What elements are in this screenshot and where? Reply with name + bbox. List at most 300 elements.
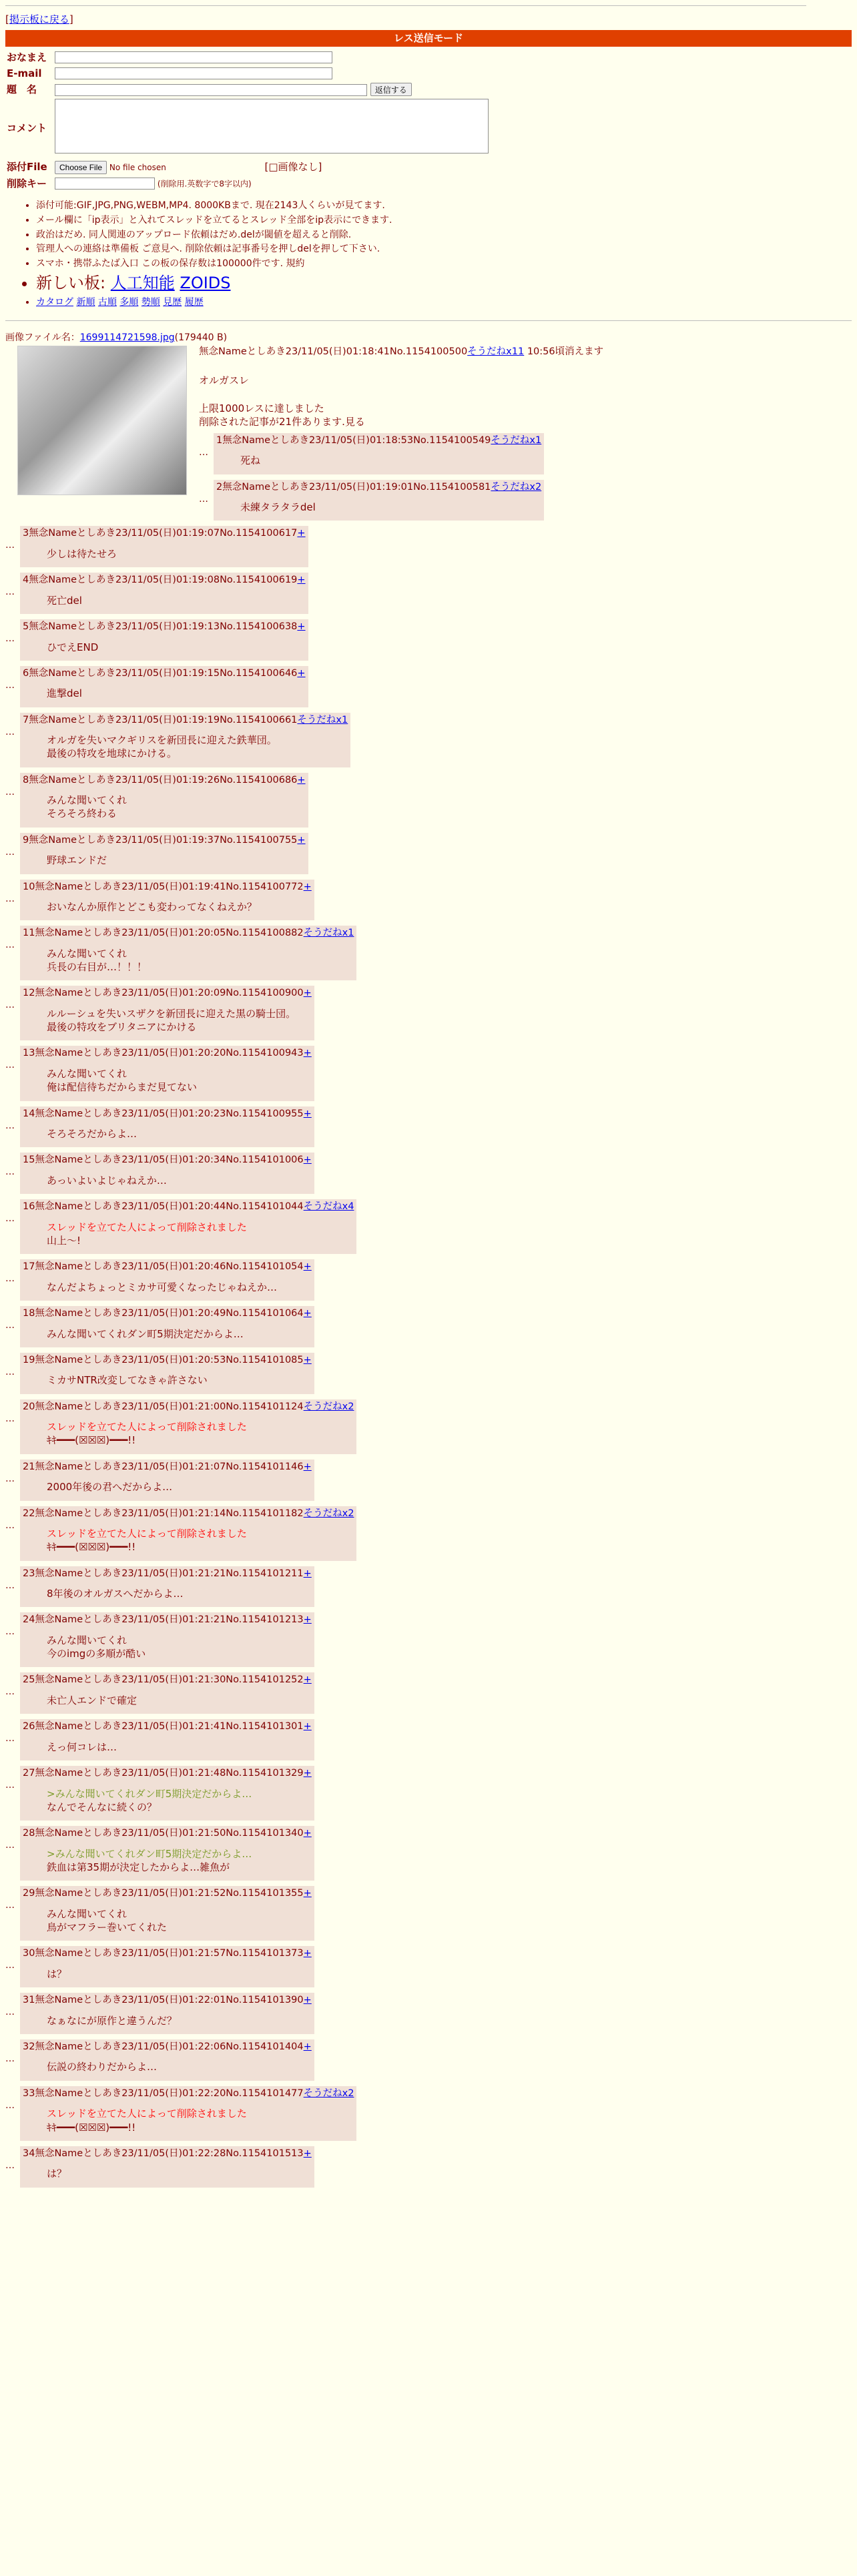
reply-number: 33 xyxy=(23,2087,35,2099)
sodane-button[interactable]: + xyxy=(303,1155,312,1166)
reply-no[interactable]: No.1154101477 xyxy=(226,2087,304,2099)
reply-row xyxy=(5,1506,852,1561)
reply-text xyxy=(47,1373,312,1387)
reply-name: Name xyxy=(54,2087,83,2099)
reply-number: 23 xyxy=(23,1568,35,1579)
reply-body-cell xyxy=(20,1399,356,1454)
reply-name: Name xyxy=(54,1508,83,1519)
reply-name: Name xyxy=(54,1401,83,1412)
reply-no[interactable]: No.1154100549 xyxy=(413,434,491,446)
reply-no[interactable]: No.1154101044 xyxy=(226,1201,304,1213)
reply-header xyxy=(23,927,354,940)
reply-no[interactable]: No.1154100882 xyxy=(226,928,304,939)
reply-no[interactable]: No.1154101006 xyxy=(226,1155,304,1166)
reply-list xyxy=(5,433,852,2188)
board-link-ai[interactable]: 人工知能 xyxy=(110,274,175,293)
sodane-button[interactable]: + xyxy=(303,1568,312,1579)
reply-line: みんな聞いてくれ xyxy=(47,794,127,807)
sodane-button[interactable]: そうだねx2 xyxy=(491,481,542,493)
reply-number: 29 xyxy=(23,1888,35,1899)
reply-no[interactable]: No.1154101355 xyxy=(226,1888,304,1899)
reply-name: Name xyxy=(54,1828,83,1839)
sodane-button[interactable]: + xyxy=(303,1261,312,1273)
reply-no[interactable]: No.1154101301 xyxy=(226,1721,304,1732)
sodane-button[interactable]: そうだねx2 xyxy=(303,1401,354,1412)
reply-name: Name xyxy=(54,1614,83,1626)
reply-row xyxy=(5,713,852,767)
reply-date: 23/11/05(日)01:19:26 xyxy=(115,774,220,785)
info-item: • スマホ・携帯ふたば入口 この板の保存数は100000件です. 規約 xyxy=(36,258,852,270)
reply-no[interactable]: No.1154101064 xyxy=(226,1308,304,1319)
reply-text xyxy=(47,2014,312,2027)
reply-name: Name xyxy=(54,1308,83,1319)
reply-header xyxy=(216,434,541,448)
reply-date: 23/11/05(日)01:19:07 xyxy=(115,528,220,539)
reply-line: は？ xyxy=(47,2168,67,2180)
reply-no[interactable]: No.1154101146 xyxy=(226,1461,304,1472)
reply-name: 無念 xyxy=(35,1201,55,1213)
reply-name: Name xyxy=(48,667,77,679)
op-file-link[interactable]: 1699114721598.jpg xyxy=(79,332,175,344)
sort-momentum-link[interactable]: 勢順 xyxy=(141,296,160,308)
deleted-notice: スレッドを立てた人によって削除されました xyxy=(47,1421,247,1433)
board-link-zoids[interactable]: ZOIDS xyxy=(180,274,231,293)
reply-line: 今のimgの多順が酷い xyxy=(47,1648,146,1660)
reply-name: Name xyxy=(48,714,77,725)
post-form xyxy=(5,49,490,192)
reply-name: Name xyxy=(54,2148,83,2159)
reply-header xyxy=(23,774,306,787)
reply-row xyxy=(5,880,852,921)
reply-text xyxy=(47,1327,312,1341)
email-input[interactable] xyxy=(55,67,332,79)
reply-date: 23/11/05(日)01:19:41 xyxy=(121,881,226,892)
reply-date: 23/11/05(日)01:20:49 xyxy=(121,1308,226,1319)
reply-row xyxy=(5,926,852,980)
reply-no[interactable]: No.1154100772 xyxy=(226,881,304,892)
reply-text xyxy=(47,1067,312,1094)
reply-row xyxy=(5,833,852,874)
reply-text xyxy=(47,1281,312,1294)
reply-user: としあき xyxy=(83,881,122,892)
reply-no[interactable]: No.1154101329 xyxy=(226,1768,304,1779)
reply-user: としあき xyxy=(77,667,116,679)
reply-body-cell xyxy=(20,880,314,921)
op-sodane-button[interactable]: そうだねx11 xyxy=(467,346,525,358)
reply-no[interactable]: No.1154101404 xyxy=(226,2041,304,2052)
reply-date: 23/11/05(日)01:21:21 xyxy=(121,1614,226,1626)
reply-date: 23/11/05(日)01:21:52 xyxy=(121,1888,226,1899)
reply-no[interactable]: No.1154100581 xyxy=(413,481,491,493)
reply-number: 28 xyxy=(23,1828,35,1839)
sodane-button[interactable]: + xyxy=(297,621,306,632)
reply-dots: … xyxy=(5,1520,15,1531)
reply-user: としあき xyxy=(83,1888,122,1899)
sodane-button[interactable]: そうだねx2 xyxy=(303,1508,354,1519)
sodane-button[interactable]: + xyxy=(303,881,312,892)
reply-row xyxy=(5,1153,852,1194)
reply-user: としあき xyxy=(83,928,122,939)
reply-user: としあき xyxy=(270,434,310,446)
reply-line: 鳥がマフラー巻いてくれた xyxy=(47,1921,168,1933)
reply-row xyxy=(5,1399,852,1454)
sodane-button[interactable]: + xyxy=(303,1354,312,1365)
reply-line: みんな聞いてくれ xyxy=(47,1634,127,1646)
reply-number: 6 xyxy=(23,667,29,679)
reply-dots: … xyxy=(5,726,15,737)
reply-date: 23/11/05(日)01:21:14 xyxy=(121,1508,226,1519)
reply-number: 3 xyxy=(23,528,29,539)
sodane-button[interactable]: + xyxy=(303,1614,312,1626)
reply-header xyxy=(23,1461,312,1474)
sodane-button[interactable]: + xyxy=(303,1888,312,1899)
reply-user: としあき xyxy=(83,1568,122,1579)
reply-dots: … xyxy=(5,1366,15,1377)
sort-old-link[interactable]: 古順 xyxy=(97,296,117,308)
sodane-button[interactable]: + xyxy=(303,1828,312,1839)
reply-dots: … xyxy=(5,2160,15,2171)
reply-line: みんな聞いてくれ xyxy=(47,1068,127,1080)
reply-row xyxy=(5,2039,852,2081)
reply-body-cell xyxy=(214,480,544,521)
reply-header xyxy=(23,1568,312,1581)
reply-no[interactable]: No.1154101124 xyxy=(226,1401,304,1412)
reply-header xyxy=(23,2087,354,2101)
comment-textarea[interactable] xyxy=(55,99,489,153)
reply-name: 無念 xyxy=(35,1568,55,1579)
reply-line: 俺は配信待ちだからまだ見てない xyxy=(47,1081,198,1094)
sodane-button[interactable]: そうだねx1 xyxy=(491,434,542,446)
name-label: おなまえ xyxy=(7,51,47,63)
op-file-info: 画像ファイル名：1699114721598.jpg(179440 B) xyxy=(5,332,228,344)
file-label: 添付File xyxy=(7,160,47,173)
reply-name: Name xyxy=(54,1888,83,1899)
reply-name: Name xyxy=(54,1721,83,1732)
reply-dots: … xyxy=(5,1580,15,1591)
reply-user: としあき xyxy=(270,481,310,493)
reply-number: 34 xyxy=(23,2148,35,2159)
sodane-button[interactable]: + xyxy=(303,1948,312,1959)
reply-no[interactable]: No.1154101390 xyxy=(226,1995,304,2006)
info-item: • 添付可能:GIF,JPG,PNG,WEBM,MP4. 8000KBまで. 現在2143人くらいが見てます. xyxy=(36,200,852,212)
view-history-link[interactable]: 見歴 xyxy=(163,296,182,308)
sodane-button[interactable]: そうだねx2 xyxy=(303,2087,354,2099)
sodane-button[interactable]: + xyxy=(297,528,306,539)
reply-date: 23/11/05(日)01:22:01 xyxy=(121,1995,226,2006)
reply-header xyxy=(23,1720,312,1734)
reply-user: としあき xyxy=(77,714,116,725)
reply-user: としあき xyxy=(83,1048,122,1059)
reply-dots: … xyxy=(5,2100,15,2111)
reply-user: としあき xyxy=(83,1995,122,2006)
reply-date: 23/11/05(日)01:22:20 xyxy=(121,2087,226,2099)
reply-name: 無念 xyxy=(35,1048,55,1059)
reply-header xyxy=(23,714,348,727)
reply-no[interactable]: No.1154101054 xyxy=(226,1261,304,1273)
reply-no[interactable]: No.1154100900 xyxy=(226,988,304,999)
reply-number: 10 xyxy=(23,881,35,892)
catalog-link[interactable]: カタログ xyxy=(36,296,73,308)
reply-text xyxy=(47,1587,312,1600)
reply-no[interactable]: No.1154100646 xyxy=(220,667,298,679)
reply-dots: … xyxy=(5,1960,15,1971)
reply-no[interactable]: No.1154100755 xyxy=(220,834,298,846)
reply-row xyxy=(5,526,852,567)
comment-label: コメント xyxy=(7,121,47,134)
reply-row xyxy=(5,1259,852,1301)
reply-dots: … xyxy=(5,786,15,797)
reply-body-cell xyxy=(20,1993,314,2034)
reply-header xyxy=(23,1674,312,1687)
reply-no[interactable]: No.1154101513 xyxy=(226,2148,304,2159)
reply-dots: … xyxy=(5,1213,15,1225)
reply-user: としあき xyxy=(83,1614,122,1626)
reply-no[interactable]: No.1154101340 xyxy=(226,1828,304,1839)
reply-text xyxy=(47,1127,312,1141)
reply-line: 未亡人エンドで確定 xyxy=(47,1694,137,1706)
reply-text xyxy=(47,1634,312,1661)
reply-name: Name xyxy=(54,2041,83,2052)
reply-body-cell xyxy=(20,1506,356,1561)
reply-body-cell xyxy=(20,1106,314,1148)
op-post xyxy=(5,346,852,2187)
reply-name: 無念 xyxy=(35,928,55,939)
history-link[interactable]: 履歴 xyxy=(184,296,204,308)
reply-text xyxy=(47,1907,312,1935)
reply-row xyxy=(5,1306,852,1347)
reply-dots: … xyxy=(5,1473,15,1484)
reply-name: Name xyxy=(54,988,83,999)
op-thumbnail-image[interactable] xyxy=(17,346,187,495)
reply-row xyxy=(5,2146,852,2188)
reply-user: としあき xyxy=(83,1354,122,1365)
sodane-button[interactable]: + xyxy=(303,2041,312,2052)
reply-dots: … xyxy=(199,493,208,505)
reply-user: としあき xyxy=(83,2041,122,2052)
reply-dots: … xyxy=(5,679,15,691)
reply-dots: … xyxy=(5,1686,15,1698)
reply-no[interactable]: No.1154101085 xyxy=(226,1354,304,1365)
reply-name: Name xyxy=(54,1948,83,1959)
reply-number: 18 xyxy=(23,1308,35,1319)
reply-line: ルルーシュを失いスザクを新団長に迎えた黒の騎士団。 xyxy=(47,1007,296,1020)
reply-date: 23/11/05(日)01:20:20 xyxy=(121,1048,226,1059)
subject-label: 題 名 xyxy=(7,83,37,95)
reply-user: としあき xyxy=(77,834,116,846)
reply-number: 22 xyxy=(23,1508,35,1519)
no-image-toggle[interactable]: [□画像なし] xyxy=(264,160,322,173)
reply-body-cell xyxy=(20,986,314,1040)
reply-no[interactable]: No.1154100638 xyxy=(220,621,298,632)
reply-name: Name xyxy=(54,1155,83,1166)
reply-line: は？ xyxy=(47,1967,67,1980)
reply-row xyxy=(5,1993,852,2034)
reply-row xyxy=(5,2086,852,2141)
reply-name: Name xyxy=(54,1461,83,1472)
reply-row xyxy=(5,1886,852,1941)
reply-text xyxy=(240,501,541,514)
sodane-button[interactable]: + xyxy=(303,1674,312,1686)
reply-line: 山上〜! xyxy=(47,1234,81,1247)
reply-date: 23/11/05(日)01:19:08 xyxy=(115,575,220,586)
sodane-button[interactable]: + xyxy=(297,834,306,846)
reply-user: としあき xyxy=(83,1721,122,1732)
submit-reply-button[interactable]: 返信する xyxy=(370,83,412,96)
reply-name: 無念 xyxy=(35,1261,55,1273)
return-to-board-link[interactable]: 掲示板に戻る xyxy=(9,13,69,25)
reply-date: 23/11/05(日)01:19:37 xyxy=(115,834,220,846)
op-notice-limit: 上限1000レスに達しました xyxy=(199,402,324,415)
reply-date: 23/11/05(日)01:21:57 xyxy=(121,1948,226,1959)
reply-user: としあき xyxy=(77,774,116,785)
reply-name: 無念 xyxy=(29,667,49,679)
sort-new-link[interactable]: 新順 xyxy=(76,296,95,308)
sodane-button[interactable]: そうだねx1 xyxy=(297,714,348,725)
sodane-button[interactable]: + xyxy=(303,1768,312,1779)
reply-dots: … xyxy=(5,540,15,551)
reply-body-cell xyxy=(20,1886,314,1941)
reply-dots: … xyxy=(5,1900,15,1911)
reply-line: オルガを失いマクギリスを新団長に迎えた鉄華団。 xyxy=(47,734,277,747)
sodane-button[interactable]: + xyxy=(303,2148,312,2159)
sodane-button[interactable]: + xyxy=(297,575,306,586)
reply-date: 23/11/05(日)01:19:15 xyxy=(115,667,220,679)
reply-header xyxy=(23,621,306,634)
reply-text xyxy=(47,2167,312,2180)
reply-name: 無念 xyxy=(222,481,242,493)
sodane-button[interactable]: + xyxy=(303,988,312,999)
reply-name: 無念 xyxy=(29,714,49,725)
reply-number: 16 xyxy=(23,1201,35,1213)
reply-dots: … xyxy=(5,1120,15,1131)
reply-line: 死亡del xyxy=(47,594,82,607)
reply-no[interactable]: No.1154101213 xyxy=(226,1614,304,1626)
reply-number: 32 xyxy=(23,2041,35,2052)
sodane-button[interactable]: + xyxy=(303,1461,312,1472)
sodane-button[interactable]: + xyxy=(303,1721,312,1732)
reply-name: Name xyxy=(48,621,77,632)
reply-row xyxy=(5,1353,852,1394)
name-input[interactable] xyxy=(55,51,332,63)
reply-no[interactable]: No.1154100661 xyxy=(220,714,298,725)
reply-no[interactable]: No.1154100943 xyxy=(226,1048,304,1059)
info-item: • 管理人への連絡は準備板 ご意見へ. 削除依頼は記事番号を押しdelを押して下さい. xyxy=(36,243,852,256)
reply-body-cell xyxy=(20,1612,314,1667)
sodane-button[interactable]: + xyxy=(297,667,306,679)
reply-no[interactable]: No.1154100955 xyxy=(226,1108,304,1119)
reply-line: なんだよちょっとミカサ可愛くなったじゃねえか… xyxy=(47,1281,278,1293)
reply-no[interactable]: No.1154101211 xyxy=(226,1568,304,1579)
reply-text xyxy=(47,1480,312,1494)
reply-name: 無念 xyxy=(29,774,49,785)
reply-header xyxy=(23,1887,312,1901)
reply-row xyxy=(5,619,852,661)
reply-number: 15 xyxy=(23,1155,35,1166)
info-item: • メール欄に「ip表示」と入れてスレッドを立てるとスレッド全部をip表示にできます. xyxy=(36,214,852,227)
reply-date: 23/11/05(日)01:21:00 xyxy=(121,1401,226,1412)
choose-file-button[interactable]: Choose File xyxy=(55,161,107,174)
reply-name: 無念 xyxy=(35,1721,55,1732)
reply-header xyxy=(23,1994,312,2007)
reply-no[interactable]: No.1154101252 xyxy=(226,1674,304,1686)
reply-body-cell xyxy=(20,1566,314,1608)
reply-number: 4 xyxy=(23,575,29,586)
reply-dots: … xyxy=(5,1840,15,1851)
reply-header xyxy=(23,1047,312,1060)
sodane-button[interactable]: + xyxy=(297,774,306,785)
reply-name: Name xyxy=(54,1108,83,1119)
reply-header xyxy=(23,987,312,1000)
reply-body-cell xyxy=(20,2146,314,2188)
reply-header xyxy=(23,2041,312,2054)
delkey-input[interactable] xyxy=(55,178,155,190)
email-label: E-mail xyxy=(7,67,42,79)
reply-text xyxy=(47,1787,312,1815)
reply-text xyxy=(47,1174,312,1187)
reply-name: Name xyxy=(54,1261,83,1273)
reply-number: 24 xyxy=(23,1614,35,1626)
reply-name: 無念 xyxy=(35,1354,55,1365)
sodane-button[interactable]: そうだねx4 xyxy=(303,1201,354,1213)
reply-no[interactable]: No.1154100617 xyxy=(220,528,298,539)
reply-dots: … xyxy=(5,893,15,904)
reply-name: 無念 xyxy=(35,1768,55,1779)
reply-text xyxy=(47,1527,354,1554)
reply-no[interactable]: No.1154100619 xyxy=(220,575,298,586)
sort-many-link[interactable]: 多順 xyxy=(119,296,139,308)
reply-body-cell xyxy=(20,833,308,874)
reply-line: 最後の特攻を地球にかける。 xyxy=(47,747,178,760)
reply-no[interactable]: No.1154101373 xyxy=(226,1948,304,1959)
op-body: オルガスレ xyxy=(199,374,250,386)
reply-no[interactable]: No.1154100686 xyxy=(220,774,298,785)
reply-line: そろそろ終わる xyxy=(47,808,117,820)
sodane-button[interactable]: + xyxy=(303,1995,312,2006)
reply-name: 無念 xyxy=(35,1461,55,1472)
reply-line: ｷｷ━━━(☒☒☒)━━━!! xyxy=(47,2121,136,2134)
sodane-button[interactable]: そうだねx1 xyxy=(303,928,354,939)
reply-no[interactable]: No.1154101182 xyxy=(226,1508,304,1519)
reply-dots: … xyxy=(5,1626,15,1638)
reply-user: としあき xyxy=(83,2087,122,2099)
sodane-button[interactable]: + xyxy=(303,1308,312,1319)
reply-number: 2 xyxy=(216,481,223,493)
reply-body-cell xyxy=(20,1672,314,1714)
reply-date: 23/11/05(日)01:21:07 xyxy=(121,1461,226,1472)
reply-text xyxy=(47,854,306,867)
reply-number: 25 xyxy=(23,1674,35,1686)
reply-header xyxy=(23,1947,312,1961)
reply-user: としあき xyxy=(83,1261,122,1273)
reply-text xyxy=(47,1221,354,1248)
nav-links xyxy=(36,296,852,309)
reply-line: なぁなにが原作と違うんだ？ xyxy=(47,2014,178,2027)
op-notice-deleted: 削除された記事が21件あります.見る xyxy=(199,416,365,428)
reply-number: 8 xyxy=(23,774,29,785)
subject-input[interactable] xyxy=(55,84,367,96)
reply-line: 2000年後の君へだからよ… xyxy=(47,1481,173,1494)
reply-dots: … xyxy=(5,1060,15,1071)
reply-row xyxy=(5,1612,852,1667)
reply-line: そろそろだからよ… xyxy=(47,1128,137,1141)
reply-dots: … xyxy=(5,1780,15,1791)
reply-header xyxy=(23,1354,312,1367)
reply-dots: … xyxy=(5,1167,15,1178)
reply-line: なんでそんなに続くの？ xyxy=(47,1801,158,1813)
reply-body-cell xyxy=(20,2039,314,2081)
sodane-button[interactable]: + xyxy=(303,1048,312,1059)
sodane-button[interactable]: + xyxy=(303,1108,312,1119)
